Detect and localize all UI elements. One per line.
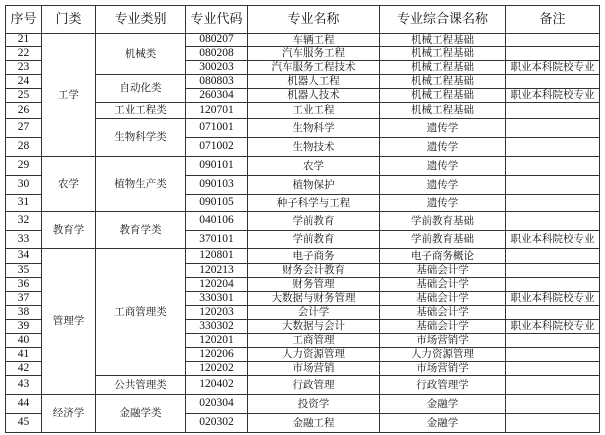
major-name: 市场营销: [248, 362, 380, 376]
category-cell: 生物科学类: [96, 119, 186, 157]
major-code: 120203: [186, 306, 248, 320]
note-cell: [506, 264, 600, 278]
course-name: 市场营销学: [380, 334, 506, 348]
course-name: 电子商务概论: [380, 249, 506, 264]
major-code: 330302: [186, 320, 248, 334]
row-index: 28: [6, 138, 42, 157]
note-cell: [506, 348, 600, 362]
category-cell: 公共管理类: [96, 376, 186, 395]
header-code: 专业代码: [186, 6, 248, 34]
major-name: 财务管理: [248, 278, 380, 292]
course-name: 市场营销学: [380, 362, 506, 376]
discipline-cell: 管理学: [42, 249, 96, 395]
major-code: 120201: [186, 334, 248, 348]
note-cell: [506, 34, 600, 47]
major-name: 种子科学与工程: [248, 195, 380, 212]
course-name: 机械工程基础: [380, 61, 506, 75]
major-name: 植物保护: [248, 176, 380, 195]
major-code: 120206: [186, 348, 248, 362]
major-code: 080207: [186, 34, 248, 47]
major-code: 090101: [186, 157, 248, 176]
note-cell: [506, 119, 600, 138]
row-index: 39: [6, 320, 42, 334]
major-name: 大数据与财务管理: [248, 292, 380, 306]
header-course: 专业综合课名称: [380, 6, 506, 34]
row-index: 29: [6, 157, 42, 176]
course-name: 遗传学: [380, 195, 506, 212]
course-name: 人力资源管理: [380, 348, 506, 362]
header-discipline: 门类: [42, 6, 96, 34]
row-index: 41: [6, 348, 42, 362]
major-code: 020302: [186, 414, 248, 433]
row-index: 42: [6, 362, 42, 376]
row-index: 43: [6, 376, 42, 395]
row-index: 45: [6, 414, 42, 433]
course-name: 基础会计学: [380, 278, 506, 292]
row-index: 30: [6, 176, 42, 195]
discipline-cell: 教育学: [42, 212, 96, 249]
major-name: 车辆工程: [248, 34, 380, 47]
major-name: 工业工程: [248, 103, 380, 119]
row-index: 24: [6, 75, 42, 89]
note-cell: [506, 278, 600, 292]
header-note: 备注: [506, 6, 600, 34]
note-cell: [506, 157, 600, 176]
course-name: 基础会计学: [380, 264, 506, 278]
note-cell: [506, 362, 600, 376]
course-name: 遗传学: [380, 157, 506, 176]
note-cell: [506, 195, 600, 212]
header-index: 序号: [6, 6, 42, 34]
course-name: 学前教育基础: [380, 212, 506, 231]
major-code: 120801: [186, 249, 248, 264]
major-name: 机器人工程: [248, 75, 380, 89]
major-code: 080208: [186, 47, 248, 61]
note-cell: [506, 414, 600, 433]
course-name: 遗传学: [380, 138, 506, 157]
major-code: 080803: [186, 75, 248, 89]
course-name: 行政管理学: [380, 376, 506, 395]
note-cell: [506, 334, 600, 348]
note-cell: [506, 47, 600, 61]
major-code: 120213: [186, 264, 248, 278]
major-name: 学前教育: [248, 212, 380, 231]
table-row: [6, 249, 600, 264]
category-cell: 教育学类: [96, 212, 186, 249]
major-code: 090103: [186, 176, 248, 195]
note-cell: 职业本科院校专业: [506, 89, 600, 103]
row-index: 36: [6, 278, 42, 292]
major-name: 大数据与会计: [248, 320, 380, 334]
row-index: 33: [6, 231, 42, 249]
header-category: 专业类别: [96, 6, 186, 34]
majors-table: [5, 5, 600, 433]
major-name: 金融工程: [248, 414, 380, 433]
major-code: 370101: [186, 231, 248, 249]
major-code: 020304: [186, 395, 248, 414]
major-name: 行政管理: [248, 376, 380, 395]
course-name: 遗传学: [380, 119, 506, 138]
major-name: 机器人技术: [248, 89, 380, 103]
discipline-cell: 工学: [42, 34, 96, 157]
note-cell: [506, 75, 600, 89]
note-cell: [506, 376, 600, 395]
table-row: [6, 34, 600, 47]
note-cell: 职业本科院校专业: [506, 292, 600, 306]
note-cell: [506, 212, 600, 231]
course-name: 基础会计学: [380, 306, 506, 320]
category-cell: 植物生产类: [96, 157, 186, 212]
major-code: 071001: [186, 119, 248, 138]
row-index: 25: [6, 89, 42, 103]
major-name: 生物科学: [248, 119, 380, 138]
row-index: 44: [6, 395, 42, 414]
category-cell: 工商管理类: [96, 249, 186, 376]
major-code: 120204: [186, 278, 248, 292]
course-name: 基础会计学: [380, 292, 506, 306]
note-cell: [506, 306, 600, 320]
major-name: 投资学: [248, 395, 380, 414]
course-name: 机械工程基础: [380, 47, 506, 61]
course-name: 金融学: [380, 395, 506, 414]
discipline-cell: 农学: [42, 157, 96, 212]
note-cell: [506, 395, 600, 414]
major-code: 090105: [186, 195, 248, 212]
header-major-name: 专业名称: [248, 6, 380, 34]
category-cell: 自动化类: [96, 75, 186, 103]
major-code: 120402: [186, 376, 248, 395]
major-name: 电子商务: [248, 249, 380, 264]
course-name: 学前教育基础: [380, 231, 506, 249]
header-row: [6, 6, 600, 34]
note-cell: 职业本科院校专业: [506, 61, 600, 75]
row-index: 26: [6, 103, 42, 119]
major-code: 120701: [186, 103, 248, 119]
course-name: 机械工程基础: [380, 75, 506, 89]
major-name: 汽车服务工程技术: [248, 61, 380, 75]
major-name: 生物技术: [248, 138, 380, 157]
note-cell: [506, 103, 600, 119]
major-name: 学前教育: [248, 231, 380, 249]
row-index: 40: [6, 334, 42, 348]
table-row: [6, 395, 600, 414]
row-index: 37: [6, 292, 42, 306]
course-name: 机械工程基础: [380, 89, 506, 103]
major-name: 汽车服务工程: [248, 47, 380, 61]
course-name: 金融学: [380, 414, 506, 433]
row-index: 31: [6, 195, 42, 212]
category-cell: 金融学类: [96, 395, 186, 433]
category-cell: 机械类: [96, 34, 186, 75]
major-code: 120202: [186, 362, 248, 376]
table-row: [6, 75, 600, 89]
row-index: 32: [6, 212, 42, 231]
note-cell: 职业本科院校专业: [506, 320, 600, 334]
major-name: 会计学: [248, 306, 380, 320]
course-name: 机械工程基础: [380, 103, 506, 119]
note-cell: [506, 176, 600, 195]
major-name: 财务会计教育: [248, 264, 380, 278]
discipline-cell: 经济学: [42, 395, 96, 433]
major-name: 农学: [248, 157, 380, 176]
major-name: 工商管理: [248, 334, 380, 348]
table-row: [6, 157, 600, 176]
category-cell: 工业工程类: [96, 103, 186, 119]
major-code: 260304: [186, 89, 248, 103]
note-cell: [506, 138, 600, 157]
major-code: 300203: [186, 61, 248, 75]
table-row: [6, 119, 600, 138]
course-name: 基础会计学: [380, 320, 506, 334]
course-name: 遗传学: [380, 176, 506, 195]
note-cell: 职业本科院校专业: [506, 231, 600, 249]
row-index: 38: [6, 306, 42, 320]
major-code: 071002: [186, 138, 248, 157]
row-index: 23: [6, 61, 42, 75]
row-index: 35: [6, 264, 42, 278]
major-code: 040106: [186, 212, 248, 231]
row-index: 27: [6, 119, 42, 138]
table-row: [6, 103, 600, 119]
row-index: 34: [6, 249, 42, 264]
row-index: 22: [6, 47, 42, 61]
note-cell: [506, 249, 600, 264]
table-row: [6, 212, 600, 231]
major-code: 330301: [186, 292, 248, 306]
major-name: 人力资源管理: [248, 348, 380, 362]
course-name: 机械工程基础: [380, 34, 506, 47]
row-index: 21: [6, 34, 42, 47]
table-row: [6, 376, 600, 395]
